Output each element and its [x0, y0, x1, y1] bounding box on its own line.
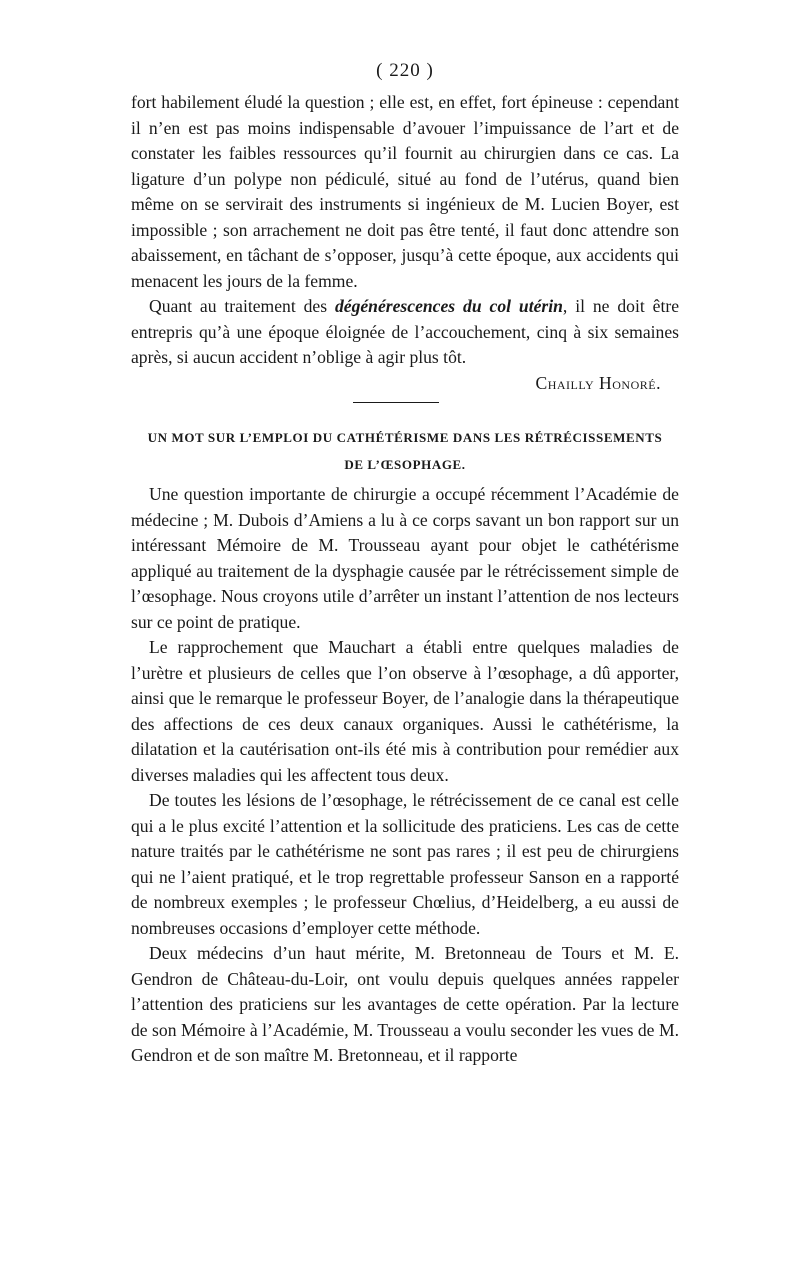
paragraph: Le rapprochement que Mauchart a établi entre quelques maladies de l’urètre et plusieurs de celles que l’on observe à l’œsophage, a dû apporter, ainsi que le remarque le professeur Boyer, de l’analogie dans la thérapeutique des affections de ces deux canaux organiques. Aussi le cathétérisme, la dilatation et la cautérisation ont-ils été mis à contribution pour remédier aux diverses maladies qui les affectent tous deux.	[131, 637, 679, 785]
previous-article-ending	[131, 90, 679, 396]
page-number: ( 220 )	[376, 60, 434, 81]
paragraph-text: Quant au traitement des	[149, 296, 335, 316]
article-body	[131, 482, 679, 1069]
section-divider	[353, 402, 439, 403]
paragraph: Une question importante de chirurgie a occupé récemment l’Académie de médecine ; M. Dubois d’Amiens a lu à ce corps savant un bon rapport sur un intéressant Mémoire de M. Trousseau ayant pour objet le cathétérisme appliqué au traitement de la dysphagie causée par le rétrécissement simple de l’œsophage. Nous croyons utile d’arrêter un instant l’attention de nos lecteurs sur ce point de pratique.	[131, 484, 679, 632]
paragraph	[131, 294, 679, 371]
paragraph: fort habilement éludé la question ; elle est, en effet, fort épineuse : cependant il n’en est pas moins indispensable d’avouer l’impuissance de l’art et de constater les faibles ressources qu’il fournit au chirurgien dans ce cas. La ligature d’un polype non pédiculé, situé au fond de l’utérus, quand bien même on se servirait des instruments si ingénieux de M. Lucien Boyer, est impossible ; son arrachement ne doit pas être tenté, il faut donc attendre son abaissement, en tâchant de s’opposer, jusqu’à cette époque, aux accidents qui menacent les jours de la femme.	[131, 92, 679, 291]
heading-line: UN MOT SUR L’EMPLOI DU CATHÉTÉRISME DANS LES RÉTRÉCISSEMENTS	[147, 430, 663, 445]
paragraph: De toutes les lésions de l’œsophage, le rétrécissement de ce canal est celle qui a le plus excité l’attention et la sollicitude des praticiens. Les cas de cette nature traités par le cathétérisme ne sont pas rares ; il est peu de chirurgiens qui ne l’aient pratiqué, et le trop regrettable professeur Sanson en a rapporté de nombreux exemples ; le professeur Chœlius, d’Heidelberg, a eu aussi de nombreuses occasions d’employer cette méthode.	[131, 790, 679, 938]
article-heading	[131, 424, 679, 478]
heading-line: DE L’ŒSOPHAGE.	[344, 457, 466, 472]
emphasized-term: dégénérescences du col utérin	[334, 296, 563, 316]
paragraph: Deux médecins d’un haut mérite, M. Bretonneau de Tours et M. E. Gendron de Château-du-Loir, ont voulu depuis quelques années rappeler l’attention des praticiens sur les avantages de cette opération. Par la lecture de son Mémoire à l’Académie, M. Trousseau a voulu seconder les vues de M. Gendron et de son maître M. Bretonneau, et il rapporte	[131, 943, 679, 1065]
paragraph-text: , il ne doit être entrepris qu’à une époque éloignée de l’accouchement, cinq à six semaines après, si aucun accident n’oblige à agir plus tôt.	[131, 296, 680, 367]
author-signature: Chailly Honoré.	[535, 372, 661, 393]
